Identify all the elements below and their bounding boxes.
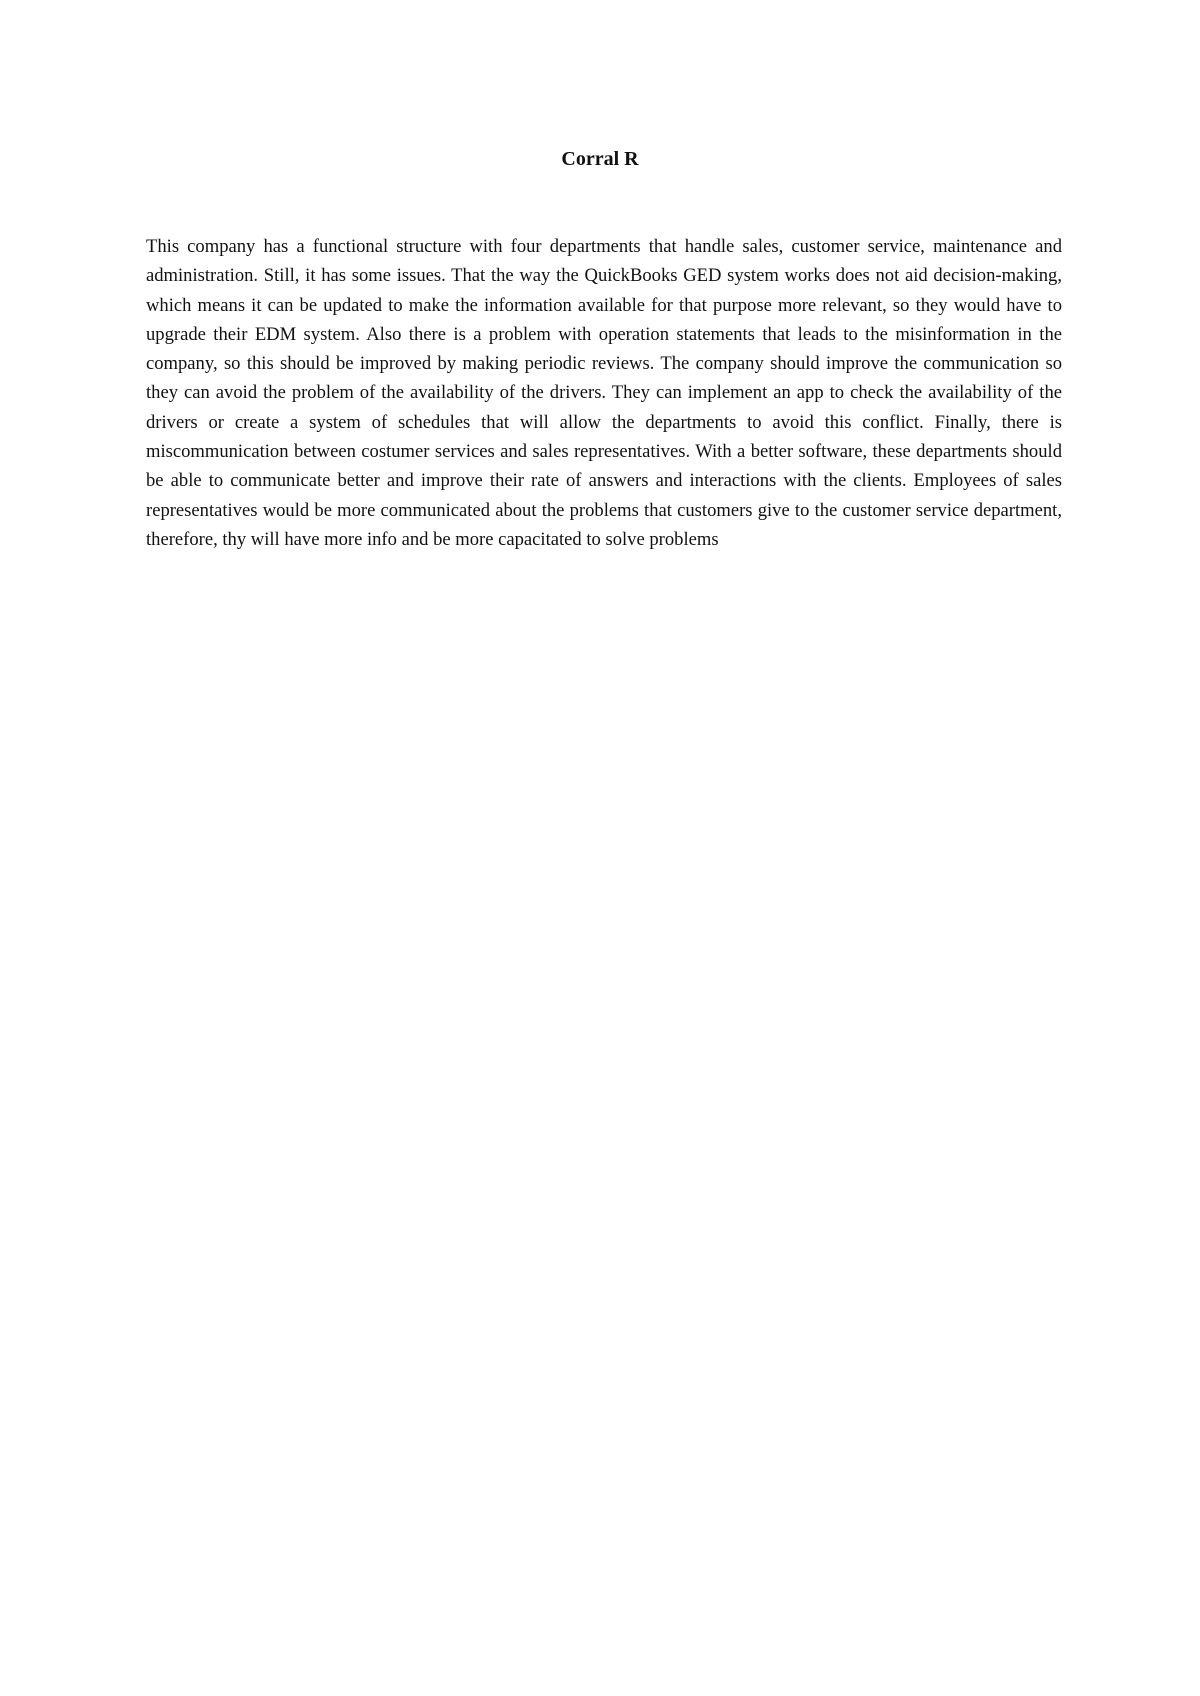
document-title: Corral R — [561, 148, 639, 170]
document-body-paragraph: This company has a functional structure with four departments that handle sales, customer service, maintenance and administration. Still, it has some issues. That the way the QuickBooks GED system works does not aid decision-making, which means it can be updated to make the information available for that purpose more relevant, so they would have to upgrade their EDM system. Also there is a problem with operation statements that leads to the misinformation in the company, so this should be improved by making periodic reviews. The company should improve the communication so they can avoid the problem of the availability of the drivers. They can implement an app to check the availability of the drivers or create a system of schedules that will allow the departments to avoid this conflict. Finally, there is miscommunication between costumer services and sales representatives. With a better software, these departments should be able to communicate better and improve their rate of answers and interactions with the clients. Employees of sales representatives would be more communicated about the problems that customers give to the customer service department, therefore, thy will have more info and be more capacitated to solve problems — [146, 236, 1062, 550]
